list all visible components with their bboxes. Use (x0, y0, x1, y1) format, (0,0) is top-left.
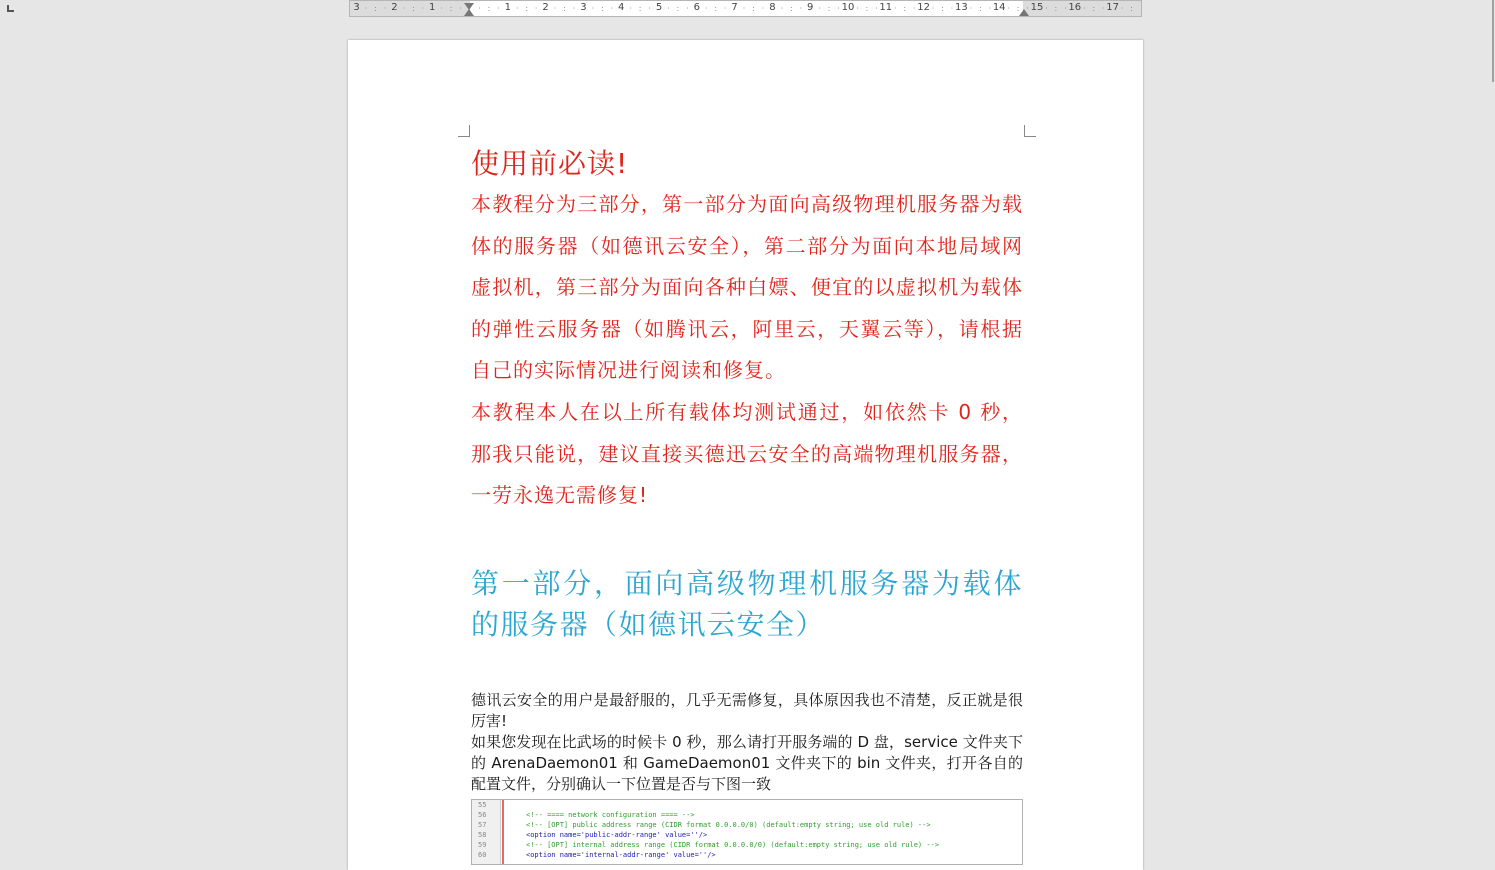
ruler-tick: · (534, 4, 538, 13)
ruler-tick: · (648, 4, 651, 13)
ruler-tick: : (374, 4, 377, 13)
horizontal-ruler[interactable] (349, 0, 1142, 17)
ruler-tick: : (789, 4, 793, 13)
ruler-tick: : (827, 4, 831, 13)
ruler-tick: · (383, 4, 387, 13)
ruler-tick: · (421, 4, 425, 13)
ruler-tick: : (525, 4, 529, 13)
code-line-number: 55 (478, 800, 487, 809)
section1-paragraph-2: 如果您发现在比武场的时候卡 0 秒，那么请打开服务端的 D 盘，service 文件夹下的 ArenaDaemon01 和 GameDaemon01 文件夹下的 bin 文件夹，打开各自的配置文件，分别确认一下位置是否与下图一致 (471, 732, 1023, 793)
ruler-tick: : (1054, 4, 1058, 13)
ruler-tick: · (497, 4, 500, 13)
ruler-tick: · (799, 4, 803, 13)
ruler-tick: : (978, 4, 982, 13)
ruler-tick: · (912, 4, 916, 13)
ruler-tick: : (714, 4, 718, 13)
ruler-number-left-1: 1 (429, 2, 436, 13)
vertical-scrollbar[interactable] (1490, 0, 1495, 856)
ruler-tick: : (449, 4, 453, 13)
ruler-number-left-3: 3 (353, 2, 360, 13)
code-line-text: <!-- ==== network configuration ==== --> (526, 810, 695, 819)
ruler-tick: · (402, 4, 406, 13)
ruler-tick: : (600, 4, 604, 13)
ruler-tick: · (893, 4, 897, 13)
ruler-tick: · (1082, 4, 1086, 13)
ruler-tick: · (969, 4, 973, 13)
ruler-tick: · (837, 4, 840, 13)
ruler-number-14: 14 (992, 2, 1006, 13)
ruler-tick: · (629, 4, 632, 13)
ruler-number-3: 3 (580, 2, 587, 13)
ruler-number-4: 4 (618, 2, 625, 13)
section1-heading: 第一部分，面向高级物理机服务器为载体的服务器（如德讯云安全） (471, 566, 1023, 641)
ruler-tick: · (1101, 4, 1105, 13)
ruler-number-left-2: 2 (391, 2, 398, 13)
code-line-number: 60 (478, 850, 487, 859)
ruler-number-6: 6 (693, 2, 700, 13)
ruler-tick: · (780, 4, 784, 13)
ruler-tick: : (865, 4, 869, 13)
ruler-tick: · (856, 4, 859, 13)
ruler-tick: · (553, 4, 557, 13)
ruler-tick: · (686, 4, 689, 13)
code-line-number: 58 (478, 830, 487, 839)
ruler-number-9: 9 (807, 2, 814, 13)
ruler-tick: · (742, 4, 746, 13)
ruler-tick: · (591, 4, 595, 13)
code-line-text: <!-- [OPT] public address range (CIDR format 0.0.0.0/0) (default:empty string; use old rule) --> (526, 820, 931, 829)
ruler-tick: · (459, 4, 462, 13)
ruler-tick: : (941, 4, 944, 13)
code-line-text: <option name='public-addr-range' value=''/> (526, 830, 708, 839)
ruler-tick: · (1045, 4, 1048, 13)
ruler-tick: · (1026, 4, 1029, 13)
ruler-tick: : (411, 4, 415, 13)
ruler-number-16: 16 (1068, 2, 1082, 13)
ruler-tick: : (1130, 4, 1133, 13)
ruler-number-13: 13 (955, 2, 968, 13)
ruler-tick: · (572, 4, 576, 13)
ruler-tick: · (1007, 4, 1010, 13)
crop-mark-top-left (458, 125, 470, 137)
ruler-number-15: 15 (1030, 2, 1044, 13)
ruler-tick: · (610, 4, 614, 13)
ruler-number-11: 11 (879, 2, 893, 13)
ruler-tick: · (818, 4, 821, 13)
ruler-number-7: 7 (731, 2, 738, 13)
ruler-tick: · (723, 4, 727, 13)
page-content[interactable] (471, 144, 1023, 865)
ruler-tick: · (1120, 4, 1124, 13)
config-screenshot-image[interactable] (471, 799, 1023, 865)
ruler-number-12: 12 (917, 2, 930, 13)
scrollbar-thumb[interactable] (1492, 0, 1494, 82)
document-title: 使用前必读! (471, 147, 629, 180)
ruler-tick: : (563, 4, 566, 13)
code-line-number: 57 (478, 820, 487, 829)
ruler-tick: : (903, 4, 907, 13)
ruler-number-5: 5 (655, 2, 663, 13)
ruler-tick: · (1064, 4, 1067, 13)
ruler-tick: · (950, 4, 954, 13)
ruler-tick: : (676, 4, 680, 13)
ruler-tick: : (638, 4, 642, 13)
code-line-number: 56 (478, 810, 487, 819)
ruler-number-1: 1 (504, 2, 511, 13)
ruler-number-17: 17 (1106, 2, 1119, 13)
ruler-number-8: 8 (769, 2, 776, 13)
ruler-tick: · (875, 4, 878, 13)
intro-paragraph-2: 本教程本人在以上所有载体均测试通过，如依然卡 0 秒，那我只能说，建议直接买德迅云安全的高端物理机服务器，一劳永逸无需修复! (471, 399, 1023, 508)
code-line-number: 59 (478, 840, 487, 849)
code-line-text: <!-- [OPT] internal address range (CIDR format 0.0.0.0/0) (default:empty string; use old rule) --> (526, 840, 940, 849)
ruler-tick: : (1092, 4, 1096, 13)
tab-stop-selector[interactable] (7, 5, 14, 12)
ruler-tick: : (752, 4, 755, 13)
ruler-tick: · (440, 4, 443, 13)
ruler-number-10: 10 (841, 2, 855, 13)
section1-paragraph-1: 德讯云安全的用户是最舒服的，几乎无需修复，具体原因我也不清楚，反正就是很厉害! (471, 690, 1023, 730)
ruler-tick: · (704, 4, 708, 13)
ruler-tick: · (515, 4, 519, 13)
intro-paragraph-1: 本教程分为三部分，第一部分为面向高级物理机服务器为载体的服务器（如德讯云安全），第二部分为面向本地局域网虚拟机，第三部分为面向各种白嫖、便宜的以虚拟机为载体的弹性云服务器（如腾讯云，阿里云，天翼云等），请根据自己的实际情况进行阅读和修复。 (471, 192, 1023, 383)
ruler-tick: · (667, 4, 670, 13)
crop-mark-top-right (1024, 125, 1036, 137)
code-change-marker (502, 800, 504, 864)
ruler-number-2: 2 (542, 2, 549, 13)
ruler-tick: · (761, 4, 765, 13)
ruler-tick: · (364, 4, 368, 13)
document-page[interactable] (348, 40, 1143, 870)
ruler-tick: : (1016, 4, 1020, 13)
ruler-tick: · (478, 4, 481, 13)
code-line-text: <option name='internal-addr-range' value=''/> (526, 850, 716, 859)
ruler-tick: · (988, 4, 992, 13)
ruler-tick: · (931, 4, 935, 13)
ruler-tick: : (487, 4, 491, 13)
hanging-indent-marker[interactable] (464, 9, 474, 16)
